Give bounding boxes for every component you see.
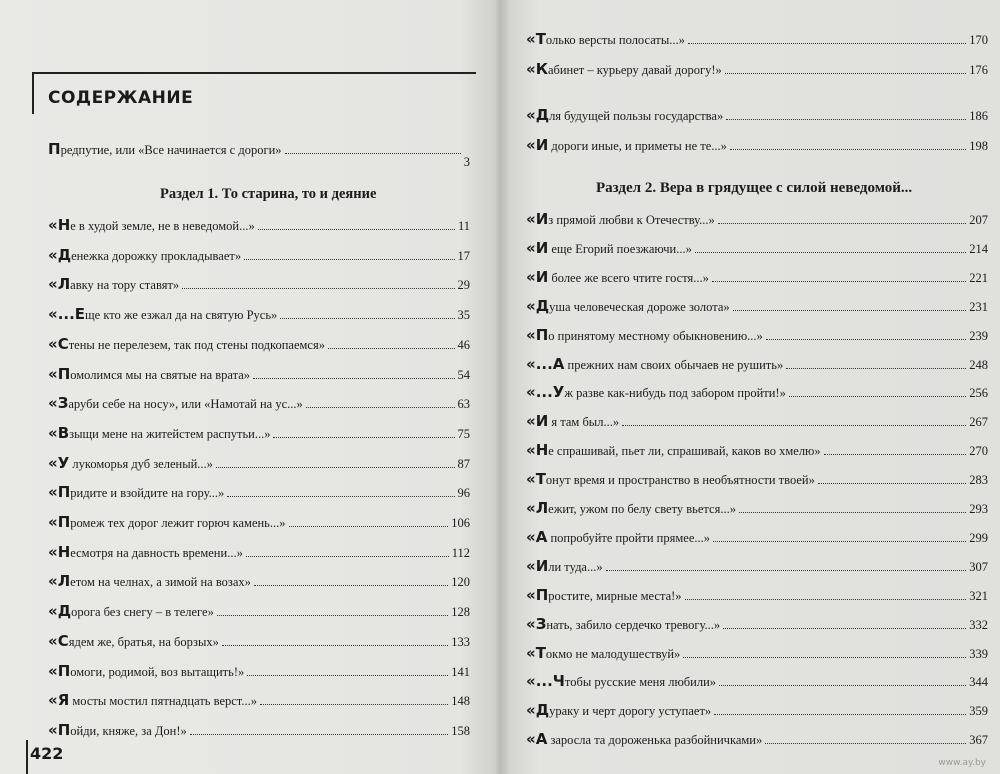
toc-entry-title: «У лукоморья дуб зеленый...» xyxy=(48,453,213,472)
toc-entry-page: 332 xyxy=(969,617,988,632)
dot-leader xyxy=(714,714,966,715)
toc-entry-title: «Дураку и черт дорогу уступает» xyxy=(526,701,712,720)
toc-entry-title: «Сядем же, братья, на борзых» xyxy=(48,631,219,650)
dot-leader xyxy=(328,348,455,349)
toc-entry-page: 283 xyxy=(969,473,988,488)
toc-entry-page: 207 xyxy=(969,213,988,227)
dot-leader xyxy=(818,483,966,484)
toc-entry-title: «Промеж тех дорог лежит горюч камень...» xyxy=(48,513,286,531)
dot-leader xyxy=(260,704,448,705)
toc-entry-page: 239 xyxy=(969,328,988,343)
toc-entry xyxy=(526,108,988,123)
toc-entry-title: «Не спрашивай, пьет ли, спрашивай, каков во хмелю» xyxy=(526,441,821,460)
toc-entry-page: 87 xyxy=(457,456,470,471)
toc-entry-page: 270 xyxy=(969,444,988,459)
toc-entry xyxy=(526,325,988,344)
toc-entry xyxy=(48,631,470,650)
dot-leader xyxy=(182,288,454,289)
toc-entry-page: 75 xyxy=(457,426,470,441)
toc-entry-title: «Стены не перелезем, так под стены подкопаемся» xyxy=(48,334,325,353)
toc-entry-title: «Только версты полосаты...» xyxy=(526,30,685,48)
toc-entry xyxy=(48,396,470,411)
toc-entry-page: 96 xyxy=(457,486,470,501)
toc-entry-title: «...Чтобы русские меня любили» xyxy=(526,672,717,691)
dot-leader xyxy=(786,368,966,369)
dot-leader xyxy=(766,339,966,340)
toc-entry-title: «Лавку на тору ставят» xyxy=(48,275,180,294)
dot-leader xyxy=(217,615,448,616)
dot-leader xyxy=(285,153,461,154)
toc-entry xyxy=(526,238,988,257)
toc-entry-title: «Я мосты мостил пятнадцать верст...» xyxy=(48,691,257,710)
dot-leader xyxy=(273,437,454,438)
toc-entry-page: 344 xyxy=(969,675,988,690)
toc-entry-title: «Токмо не малодушествуй» xyxy=(526,643,681,662)
toc-entry-page: 293 xyxy=(969,502,988,516)
toc-entry xyxy=(526,414,988,429)
toc-entry-page: 367 xyxy=(969,733,988,748)
toc-entry-title: «По принятому местному обыкновению...» xyxy=(526,325,763,344)
dot-leader xyxy=(683,657,966,658)
toc-entry-page: 186 xyxy=(969,109,988,123)
toc-entry-title: «Тонут время и пространство в необъятности твоей» xyxy=(526,470,815,489)
toc-entry-title: «Из прямой любви к Отечеству...» xyxy=(526,210,715,228)
toc-entry-page: 54 xyxy=(457,367,470,382)
right-page xyxy=(500,0,1000,774)
toc-entry-title: «Денежка дорожку прокладывает» xyxy=(48,245,242,264)
toc-entry-page: 17 xyxy=(457,248,470,263)
toc-entry xyxy=(48,542,470,561)
toc-entry-title: «И я там был...» xyxy=(526,412,620,431)
toc-entry-intro xyxy=(48,140,470,169)
toc-entry-page: 11 xyxy=(457,219,470,233)
toc-entry-title: «Дорога без снегу – в телеге» xyxy=(48,602,214,621)
dot-leader xyxy=(244,259,454,260)
dot-leader xyxy=(254,585,448,586)
toc-entry-title: «Пойди, княже, за Дон!» xyxy=(48,720,187,739)
toc-entry xyxy=(526,138,988,153)
toc-entry xyxy=(526,354,988,373)
section-1-title: Раздел 1. То старина, то и деяние xyxy=(160,186,377,202)
toc-entry-title: «И дороги иные, и приметы не те...» xyxy=(526,136,727,154)
toc-entry xyxy=(526,267,988,286)
toc-entry-page: 248 xyxy=(969,357,988,372)
dot-leader xyxy=(824,454,967,455)
dot-leader xyxy=(789,396,966,397)
toc-entry xyxy=(48,218,470,233)
toc-entry-title: «И еще Егорий поезжаючи...» xyxy=(526,238,692,257)
page-number: 422 xyxy=(30,744,64,763)
toc-entry xyxy=(526,296,988,315)
dot-leader xyxy=(723,628,966,629)
dot-leader xyxy=(246,556,449,557)
dot-leader xyxy=(280,318,454,319)
toc-entry xyxy=(526,732,988,747)
toc-entry xyxy=(526,212,988,227)
toc-entry xyxy=(48,720,470,739)
toc-entry-page: 339 xyxy=(969,646,988,661)
dot-leader xyxy=(719,685,966,686)
toc-entry xyxy=(526,501,988,516)
dot-leader xyxy=(688,43,966,44)
dot-leader xyxy=(712,281,966,282)
toc-entry xyxy=(48,661,470,680)
toc-entry-title: «А попробуйте пройти прямее...» xyxy=(526,527,711,546)
toc-entry-page: 29 xyxy=(457,278,470,293)
dot-leader xyxy=(718,223,966,224)
dot-leader xyxy=(713,541,966,542)
toc-entry-page: 3 xyxy=(463,155,470,169)
toc-entry xyxy=(48,277,470,292)
toc-entry-title: «Помолимся мы на святые на врата» xyxy=(48,364,251,383)
toc-entry-title: «...Уж разве как-нибудь под забором пройти!» xyxy=(526,383,786,402)
dot-leader xyxy=(765,743,966,744)
toc-entry-page: 141 xyxy=(451,664,470,679)
toc-entry xyxy=(48,574,470,589)
dot-leader xyxy=(227,496,454,497)
toc-entry-title: «А заросла та дороженька разбойничками» xyxy=(526,730,763,749)
toc-entry xyxy=(48,245,470,264)
dot-leader xyxy=(739,512,966,513)
dot-leader xyxy=(695,252,966,253)
toc-entry xyxy=(48,364,470,383)
toc-entry-page: 112 xyxy=(451,545,470,560)
dot-leader xyxy=(216,467,455,468)
toc-entry-title: «Не в худой земле, не в неведомой...» xyxy=(48,216,255,234)
toc-entry-page: 133 xyxy=(451,634,470,649)
dot-leader xyxy=(730,149,966,150)
toc-entry-title: «Или туда...» xyxy=(526,556,603,575)
dot-leader xyxy=(306,407,455,408)
toc-entry xyxy=(526,62,988,77)
toc-entry-title: Предпутие, или «Все начинается с дороги» xyxy=(48,140,282,158)
toc-entry-page: 170 xyxy=(969,33,988,47)
dot-leader xyxy=(190,734,448,735)
toc-entry xyxy=(48,307,470,322)
toc-entry xyxy=(48,485,470,500)
toc-entry-title: «Кабинет – курьеру давай дорогу!» xyxy=(526,60,722,78)
toc-entry-page: 256 xyxy=(969,386,988,401)
toc-entry-page: 176 xyxy=(969,63,988,77)
dot-leader xyxy=(222,645,448,646)
dot-leader xyxy=(247,675,448,676)
toc-entry-page: 106 xyxy=(451,516,470,530)
dot-leader xyxy=(289,526,449,527)
toc-entry-page: 231 xyxy=(969,299,988,314)
toc-entry xyxy=(526,527,988,546)
toc-entry-page: 307 xyxy=(969,559,988,574)
toc-entry-title: «Знать, забило сердечко тревогу...» xyxy=(526,614,721,633)
toc-entry xyxy=(526,674,988,689)
toc-entry-page: 299 xyxy=(969,530,988,545)
toc-entry xyxy=(48,334,470,353)
dot-leader xyxy=(733,310,967,311)
toc-entry-title: «Заруби себе на носу», или «Намотай на ус...» xyxy=(48,394,303,413)
toc-entry xyxy=(526,32,988,47)
toc-entry-title: «Для будущей пользы государства» xyxy=(526,106,724,124)
toc-entry xyxy=(526,443,988,458)
toc-entry-title: «Лежит, ужом по белу свету вьется...» xyxy=(526,499,736,517)
toc-entry-page: 128 xyxy=(451,605,470,620)
toc-entry-page: 63 xyxy=(457,397,470,412)
dot-leader xyxy=(253,378,454,379)
toc-entry xyxy=(526,556,988,575)
toc-entry xyxy=(48,453,470,472)
toc-entry-page: 120 xyxy=(451,575,470,590)
toc-entry-page: 359 xyxy=(969,704,988,719)
toc-entry-title: «...Еще кто же езжал да на святую Русь» xyxy=(48,305,278,324)
toc-entry-title: «Помоги, родимой, воз вытащить!» xyxy=(48,661,245,680)
toc-entry-title: «Придите и взойдите на гору...» xyxy=(48,483,225,502)
toc-entry-page: 267 xyxy=(969,415,988,430)
toc-entry xyxy=(526,385,988,400)
toc-entry xyxy=(526,643,988,662)
toc-entry-page: 35 xyxy=(457,308,470,323)
toc-entry-title: «Душа человеческая дороже золота» xyxy=(526,296,730,315)
toc-entry-title: «Летом на челнах, а зимой на возах» xyxy=(48,572,251,591)
page-number-rule xyxy=(26,740,28,774)
toc-entry-page: 214 xyxy=(969,241,988,256)
toc-entry xyxy=(48,515,470,530)
toc-entry-page: 148 xyxy=(451,694,470,709)
contents-heading: СОДЕРЖАНИЕ xyxy=(48,88,194,108)
left-page xyxy=(0,0,495,774)
watermark: www.ay.by xyxy=(938,758,986,768)
toc-entry xyxy=(48,693,470,708)
toc-entry xyxy=(48,423,470,442)
section-2-title: Раздел 2. Вера в грядущее с силой неведомой... xyxy=(596,180,913,196)
dot-leader xyxy=(726,119,966,120)
toc-entry xyxy=(526,472,988,487)
dot-leader xyxy=(725,73,966,74)
toc-entry xyxy=(526,585,988,604)
toc-entry-page: 221 xyxy=(969,270,988,285)
dot-leader xyxy=(685,599,967,600)
toc-entry-title: «И более же всего чтите гостя...» xyxy=(526,267,709,286)
toc-entry-page: 46 xyxy=(457,337,470,352)
toc-entry-title: «Взыщи мене на житейстем распутьи...» xyxy=(48,423,271,442)
toc-entry xyxy=(526,703,988,718)
toc-entry xyxy=(526,614,988,633)
toc-entry-page: 158 xyxy=(451,723,470,738)
dot-leader xyxy=(258,229,455,230)
toc-entry-title: «...А прежних нам своих обычаев не рушить» xyxy=(526,354,784,373)
toc-entry-title: «Несмотря на давность времени...» xyxy=(48,542,243,561)
toc-entry xyxy=(48,604,470,619)
toc-entry-page: 198 xyxy=(969,139,988,153)
toc-entry-page: 321 xyxy=(969,588,988,603)
dot-leader xyxy=(622,425,966,426)
toc-entry-title: «Простите, мирные места!» xyxy=(526,585,682,604)
dot-leader xyxy=(606,570,967,571)
